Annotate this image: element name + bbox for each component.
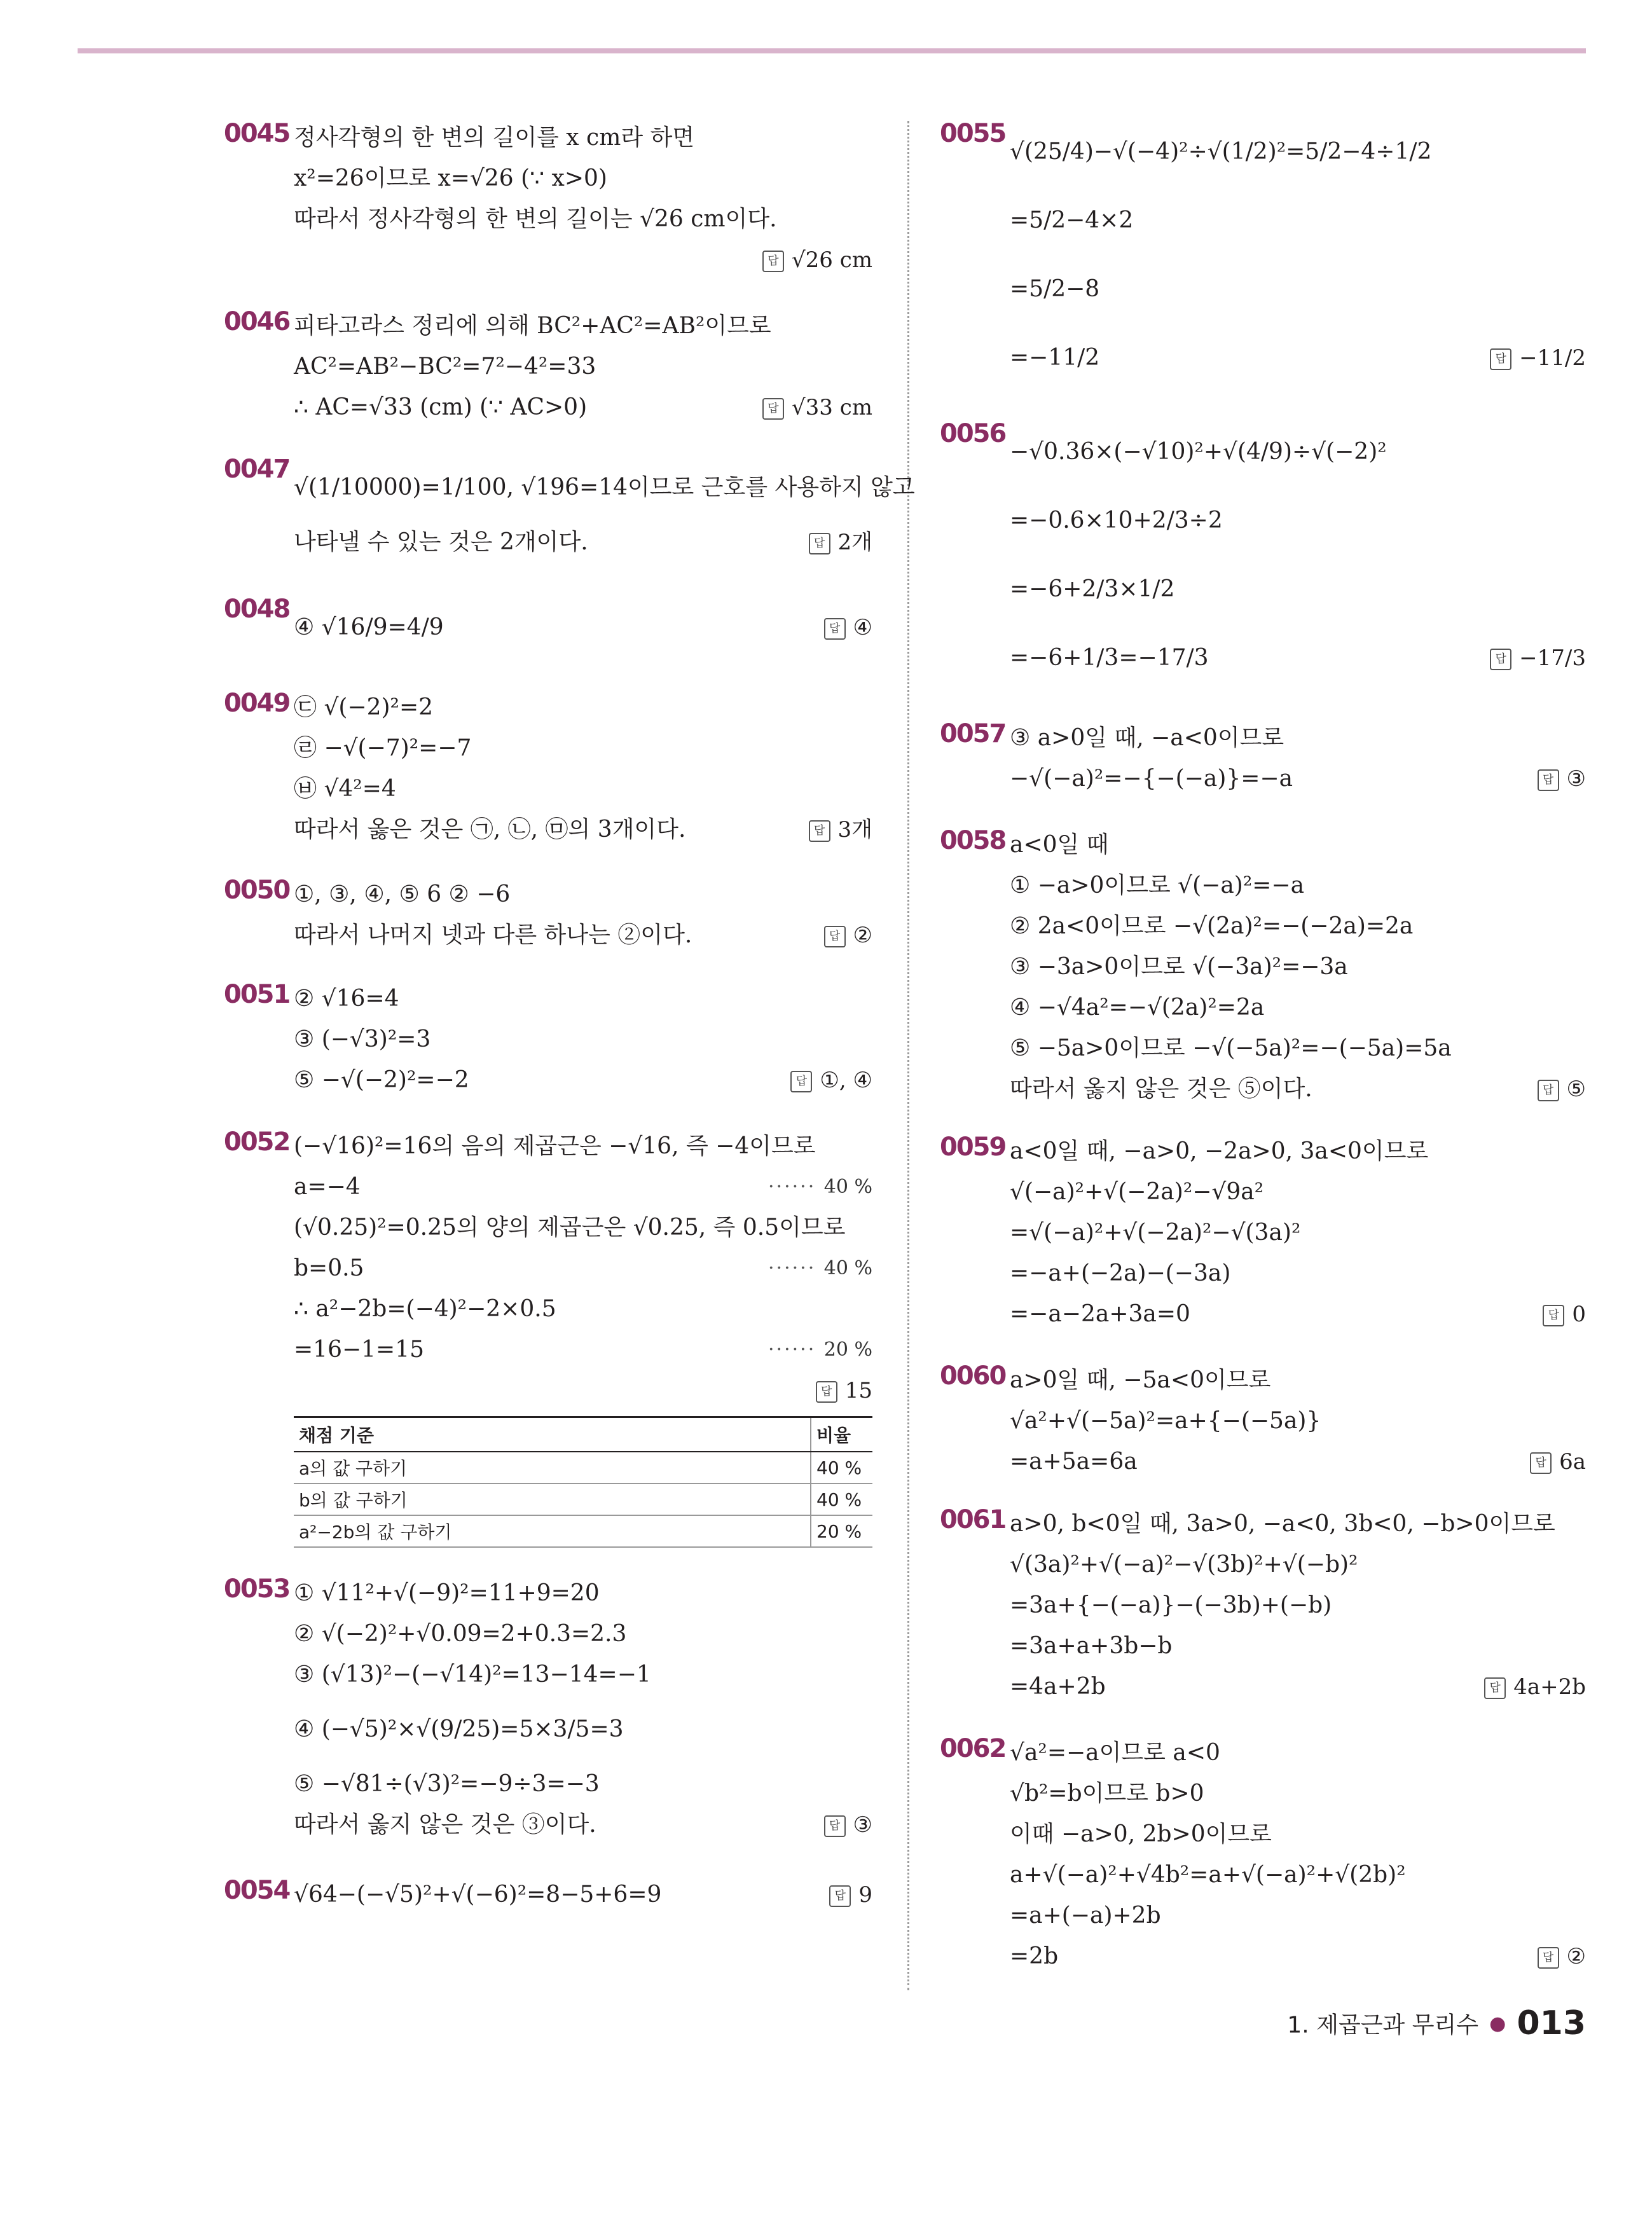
solution-line [1010,947,1586,988]
solution-line [294,809,872,850]
problem-number: 0057 [940,719,1006,748]
solution-text: −√0.36×(−√10)²+√(4/9)÷√(−2)² [1010,439,1387,465]
rubric-header-row [294,1417,872,1452]
solution-line [294,158,872,199]
answer-value: 4a+2b [1513,1674,1586,1700]
problem-number: 0050 [224,876,290,905]
answer [1538,1936,1586,1977]
solution-text: ㉥ √4²=4 [294,776,396,802]
solution-line [1010,186,1586,255]
answer [1538,759,1586,799]
solution-line [294,979,872,1019]
answer-value: 0 [1572,1302,1586,1327]
answer-value: −17/3 [1519,645,1586,671]
solution-line [1010,1069,1586,1110]
solution-text: √64−(−√5)²+√(−6)²=8−5+6=9 [294,1882,662,1908]
answer-value: ④ [853,615,872,640]
solution-line [1010,1855,1586,1896]
solution-line [1010,825,1586,865]
rubric-row [294,1452,872,1483]
answer-value: 2개 [837,530,872,555]
problem-number: 0049 [224,689,290,718]
solution-line [1010,1585,1586,1626]
answer-value: ③ [1566,766,1586,792]
left-column [224,118,915,1941]
answer-mark-icon: 답 [824,926,846,947]
problem-number: 0060 [940,1361,1006,1391]
answer-mark-icon: 답 [1543,1305,1564,1326]
solution-line [294,687,872,728]
solution-line [1010,759,1586,799]
answer-value: −11/2 [1519,345,1586,371]
solution-text: ③ −3a>0이므로 √(−3a)²=−3a [1010,954,1348,980]
solution-line [294,1614,872,1655]
solution-text: ③ a>0일 때, −a<0이므로 [1010,725,1284,751]
answer [1538,1069,1586,1110]
problem-number: 0055 [940,119,1006,148]
solution-text: √(3a)²+√(−a)²−√(3b)²+√(−b)² [1010,1552,1358,1578]
answer-mark-icon: 답 [1484,1677,1506,1699]
solution-text: 정사각형의 한 변의 길이를 x cm라 하면 [294,125,695,151]
solution-line [294,1805,872,1845]
solution-text: AC²=AB²−BC²=7²−4²=33 [294,354,596,380]
solution-line [1010,1667,1586,1707]
scoring-rubric-table [294,1416,872,1548]
answer-mark-icon: 답 [824,618,846,640]
solution-text: 따라서 옳은 것은 ㉠, ㉡, ㉤의 3개이다. [294,816,686,843]
problem-number: 0058 [940,826,1006,855]
solution-text: a>0일 때, −5a<0이므로 [1010,1367,1271,1393]
problem-number: 0056 [940,419,1006,448]
answer [790,1060,872,1101]
problem-number: 0061 [940,1505,1006,1534]
solution-text: =16−1=15 [294,1337,425,1363]
solution-line [294,1370,872,1411]
solution-line [294,1330,872,1370]
solution-line [1010,1253,1586,1294]
solution-text: √(25/4)−√(−4)²÷√(1/2)²=5/2−4÷1/2 [1010,139,1432,165]
solution-line [294,1060,872,1101]
answer [1543,1294,1586,1335]
problem-0054 [224,1875,872,1915]
solution-line [294,728,872,769]
problem-0057 [940,718,1586,799]
solution-text: ① −a>0이므로 √(−a)²=−a [1010,872,1305,898]
solution-line [1010,1814,1586,1855]
answer-mark-icon: 답 [762,398,784,420]
answer-value: 9 [858,1882,872,1908]
problem-0051 [224,979,872,1101]
answer-mark-icon: 답 [1538,1080,1559,1101]
solution-text: =4a+2b [1010,1674,1106,1700]
solution-text: =−a+(−2a)−(−3a) [1010,1260,1231,1286]
answer [809,522,872,563]
solution-text: a+√(−a)²+√4b²=a+√(−a)²+√(2b)² [1010,1862,1406,1888]
solution-line [1010,555,1586,624]
solution-text: ㉣ −√(−7)²=−7 [294,735,472,761]
answer-mark-icon: 답 [1490,348,1511,370]
answer-value: ② [853,923,872,948]
problem-0049 [224,687,872,850]
problem-number: 0062 [940,1734,1006,1763]
solution-line [1010,1172,1586,1213]
solution-line [1010,418,1586,486]
problem-0052 [224,1126,872,1548]
answer [1484,1667,1586,1707]
solution-line [1010,324,1586,392]
solution-text: ④ √16/9=4/9 [294,614,444,640]
solution-text: ⑤ −√(−2)²=−2 [294,1067,469,1093]
problem-number: 0047 [224,455,290,484]
problem-number: 0052 [224,1127,290,1157]
problem-0059 [940,1131,1586,1335]
score-percent [768,1248,872,1289]
score-percent [768,1167,872,1208]
solution-text: ①, ③, ④, ⑤ 6 ② −6 [294,881,511,907]
answer-mark-icon: 답 [762,251,784,272]
problem-number: 0048 [224,595,290,624]
problem-number: 0053 [224,1574,290,1604]
rubric-cell: b의 값 구하기 [294,1483,811,1515]
problem-0055 [940,118,1586,392]
rubric-cell: 40 % [811,1483,872,1515]
solution-line [294,1248,872,1289]
solution-line [294,347,872,387]
answer-mark-icon: 답 [809,533,830,554]
rubric-cell: 40 % [811,1452,872,1483]
solution-text: b=0.5 [294,1255,364,1281]
answer-mark-icon: 답 [790,1071,812,1092]
solution-line [1010,624,1586,692]
solution-line [294,1167,872,1208]
answer-mark-icon: 답 [824,1815,846,1837]
answer-mark-icon: 답 [1490,649,1511,670]
solution-text: =5/2−4×2 [1010,207,1134,233]
problem-0053 [224,1573,872,1845]
solution-line [294,240,872,280]
solution-text: √(−a)²+√(−2a)²−√9a² [1010,1179,1264,1205]
solution-text: =3a+{−(−a)}−(−3b)+(−b) [1010,1592,1332,1618]
answer-mark-icon: 답 [1530,1452,1552,1474]
solution-line [1010,1401,1586,1442]
problem-number: 0046 [224,307,290,336]
solution-text: ③ (−√3)²=3 [294,1026,431,1052]
solution-text: √a²=−a이므로 a<0 [1010,1740,1220,1766]
solution-line [1010,1294,1586,1335]
top-rule [78,48,1586,53]
solution-text: √b²=b이므로 b>0 [1010,1780,1204,1807]
problem-0062 [940,1733,1586,1977]
problem-0060 [940,1360,1586,1482]
answer-mark-icon: 답 [829,1885,851,1907]
solution-text: a>0, b<0일 때, 3a>0, −a<0, 3b<0, −b>0이므로 [1010,1511,1555,1537]
solution-text: a=−4 [294,1174,361,1200]
solution-text: ③ (√13)²−(−√14)²=13−14=−1 [294,1662,651,1688]
solution-line [1010,865,1586,906]
solution-text: ∴ a²−2b=(−4)²−2×0.5 [294,1296,556,1322]
solution-text: 따라서 옳지 않은 것은 ③이다. [294,1812,596,1838]
answer [829,1875,872,1915]
solution-line [294,1875,872,1915]
answer-value: 6a [1559,1449,1586,1475]
solution-text: =√(−a)²+√(−2a)²−√(3a)² [1010,1220,1301,1246]
rubric-header: 채점 기준 [294,1417,811,1452]
solution-line [294,522,872,563]
solution-text: =−6+2/3×1/2 [1010,576,1175,602]
answer-value: 3개 [837,817,872,843]
answer-value: ⑤ [1566,1077,1586,1102]
solution-line [1010,1936,1586,1977]
solution-line [294,874,872,915]
answer-mark-icon: 답 [809,820,830,842]
problem-number: 0051 [224,980,290,1009]
rubric-cell: a의 값 구하기 [294,1452,811,1483]
solution-line [294,1208,872,1248]
solution-line [294,1126,872,1167]
column-divider [907,121,909,1990]
problem-0047 [224,453,915,563]
problem-0056 [940,418,1586,692]
solution-line [1010,1545,1586,1585]
answer-value: ③ [853,1812,872,1838]
solution-line [1010,1213,1586,1253]
solution-text: =−6+1/3=−17/3 [1010,645,1209,671]
chapter-title: 1. 제곱근과 무리수 [1287,2012,1479,2039]
answer-value: 15 [844,1378,872,1403]
percent-value: 40 % [823,1176,872,1198]
solution-text: 따라서 옳지 않은 것은 ⑤이다. [1010,1076,1312,1102]
answer [809,809,872,850]
problem-0048 [224,593,872,662]
problem-0046 [224,306,872,428]
answer [1490,624,1586,692]
solution-line [1010,1626,1586,1667]
leader-dots: ······ [768,1339,824,1361]
solution-line [294,387,872,428]
solution-text: =5/2−8 [1010,276,1100,302]
leader-dots: ······ [768,1257,824,1279]
solution-text: =a+5a=6a [1010,1449,1138,1475]
bullet-icon: ● [1489,2012,1506,2035]
problem-number: 0045 [224,119,290,148]
solution-line [294,1695,872,1764]
solution-text: ⑤ −√81÷(√3)²=−9÷3=−3 [294,1771,600,1797]
answer [824,915,872,956]
solution-line [1010,906,1586,947]
percent-value: 20 % [823,1339,872,1361]
solution-text: ② 2a<0이므로 −√(2a)²=−(−2a)=2a [1010,913,1414,939]
rubric-row [294,1483,872,1515]
solution-line [1010,718,1586,759]
problem-0050 [224,874,872,956]
solution-text: =−a−2a+3a=0 [1010,1301,1190,1327]
solution-text: a<0일 때 [1010,832,1109,858]
rubric-header: 비율 [811,1417,872,1452]
solution-line [1010,118,1586,186]
solution-text: ∴ AC=√33 (cm) (∵ AC>0) [294,394,588,420]
solution-text: −√(−a)²=−{−(−a)}=−a [1010,766,1293,792]
solution-line [294,1573,872,1614]
solution-line [1010,1131,1586,1172]
solution-text: =a+(−a)+2b [1010,1903,1161,1929]
answer [1490,324,1586,392]
solution-text: ② √(−2)²+√0.09=2+0.3=2.3 [294,1621,627,1647]
solution-line [1010,1442,1586,1482]
page-footer [1287,2004,1586,2042]
problem-0061 [940,1504,1586,1707]
solution-text: √(1/10000)=1/100, √196=14이므로 근호를 사용하지 않고 [294,474,915,500]
solution-text: a<0일 때, −a>0, −2a>0, 3a<0이므로 [1010,1138,1429,1164]
answer [824,1805,872,1845]
answer-value: √26 cm [791,247,872,273]
solution-line [1010,1773,1586,1814]
answer [816,1370,872,1411]
solution-line [1010,988,1586,1028]
solution-line [294,306,872,347]
solution-line [1010,1028,1586,1069]
answer-value: √33 cm [791,395,872,420]
rubric-row [294,1515,872,1547]
right-column [940,118,1586,2002]
answer-value: ② [1566,1944,1586,1969]
solution-line [294,199,872,240]
solution-line [294,118,872,158]
solution-line [1010,1360,1586,1401]
solution-text: =−0.6×10+2/3÷2 [1010,507,1223,533]
solution-line [1010,486,1586,555]
percent-value: 40 % [823,1257,872,1279]
leader-dots: ······ [768,1176,824,1198]
solution-text: =2b [1010,1943,1059,1969]
rubric-cell: a²−2b의 값 구하기 [294,1515,811,1547]
solution-text: ④ (−√5)²×√(9/25)=5×3/5=3 [294,1716,624,1742]
solution-text: 나타낼 수 있는 것은 2개이다. [294,529,588,555]
answer [762,240,872,280]
solution-text: ① √11²+√(−9)²=11+9=20 [294,1580,600,1606]
solution-line [294,1655,872,1695]
answer [762,387,872,428]
answer [1530,1442,1586,1482]
solution-text: x²=26이므로 x=√26 (∵ x>0) [294,165,607,191]
solution-text: (√0.25)²=0.25의 양의 제곱근은 √0.25, 즉 0.5이므로 [294,1215,846,1241]
problem-0058 [940,825,1586,1110]
solution-text: ④ −√4a²=−√(2a)²=2a [1010,995,1265,1021]
problem-number: 0059 [940,1132,1006,1162]
answer-mark-icon: 답 [1538,769,1559,791]
answer-mark-icon: 답 [1538,1947,1559,1969]
solution-text: ㉢ √(−2)²=2 [294,694,434,720]
solution-line [1010,1733,1586,1773]
solution-text: √a²+√(−5a)²=a+{−(−5a)} [1010,1408,1321,1434]
page-number: 013 [1517,2004,1586,2042]
solution-line [294,593,872,662]
answer-mark-icon: 답 [816,1381,837,1403]
solution-line [1010,255,1586,324]
solution-line [294,453,915,522]
solution-line [1010,1504,1586,1545]
problem-0045 [224,118,872,280]
answer [824,593,872,662]
solution-text: 따라서 정사각형의 한 변의 길이는 √26 cm이다. [294,206,777,232]
solution-text: 따라서 나머지 넷과 다른 하나는 ②이다. [294,922,692,948]
score-percent [768,1330,872,1370]
solution-line [294,1019,872,1060]
solution-text: =−11/2 [1010,345,1100,371]
solution-text: 이때 −a>0, 2b>0이므로 [1010,1821,1272,1847]
solution-line [294,1289,872,1330]
solution-line [294,1764,872,1805]
answer-value: ①, ④ [820,1068,872,1093]
solution-text: (−√16)²=16의 음의 제곱근은 −√16, 즉 −4이므로 [294,1133,816,1159]
solution-text: =3a+a+3b−b [1010,1633,1173,1659]
solution-line [294,915,872,956]
solution-line [1010,1896,1586,1936]
solution-text: 피타고라스 정리에 의해 BC²+AC²=AB²이므로 [294,313,771,339]
solution-text: ② √16=4 [294,986,399,1012]
rubric-cell: 20 % [811,1515,872,1547]
solution-line [294,769,872,809]
problem-number: 0054 [224,1876,290,1905]
solution-text: ⑤ −5a>0이므로 −√(−5a)²=−(−5a)=5a [1010,1035,1452,1061]
